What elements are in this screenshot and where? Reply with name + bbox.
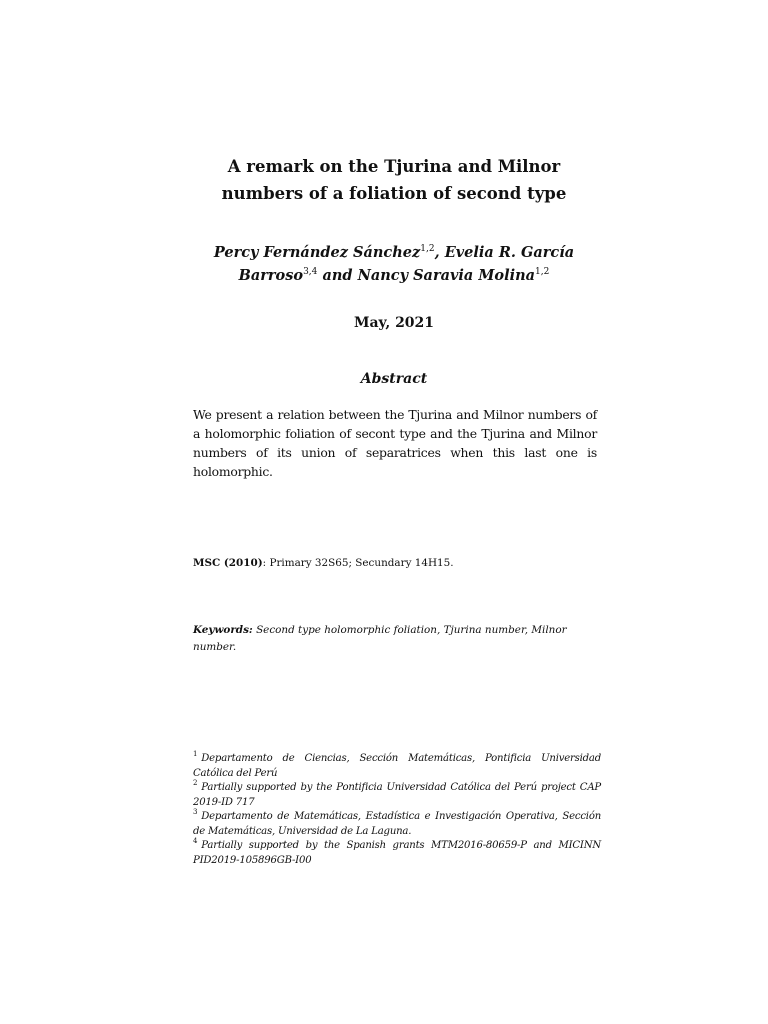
author-name: Evelia R. García <box>444 244 575 261</box>
footnote <box>193 781 601 810</box>
abstract-text: We present a relation between the Tjurina and Milnor numbers of a holomorphic foliation of secont type and the Tjurina and Milnor numbers of its union of separatrices when this last one is holomorphic. <box>193 407 597 479</box>
paper-title <box>150 153 638 207</box>
author-affiliation: 3,4 <box>303 267 318 277</box>
title-line-1: A remark on the Tjurina and Milnor <box>227 157 561 176</box>
keywords-label: Keywords: <box>193 624 253 636</box>
footnote-text: Departamento de Matemáticas, Estadística e Investigación Operativa, Sección de Matemáticas, Universidad de La Laguna. <box>193 811 601 837</box>
paper-date: May, 2021 <box>353 315 435 331</box>
footnote <box>193 839 601 868</box>
author-separator: , <box>434 244 445 261</box>
footnote-mark: 1 <box>193 750 198 758</box>
author-name: Barroso <box>238 267 304 284</box>
msc-classification <box>193 555 597 571</box>
msc-label: MSC (2010) <box>193 557 263 569</box>
title-line-2: numbers of a foliation of second type <box>221 184 567 203</box>
keywords <box>193 622 597 656</box>
footnote-mark: 2 <box>193 779 198 787</box>
footnote <box>193 810 601 839</box>
footnote-mark: 3 <box>193 808 198 816</box>
abstract-heading: Abstract <box>360 371 428 387</box>
footnote-mark: 4 <box>193 837 198 845</box>
author-conjunction: and <box>317 267 358 284</box>
author-name: Percy Fernández Sánchez <box>213 244 421 261</box>
footnote-text: Partially supported by the Spanish grants MTM2016-80659-P and MICINN PID2019-105896GB-I00 <box>193 840 601 866</box>
footnote-text: Departamento de Ciencias, Sección Matemáticas, Pontificia Universidad Católica del Perú <box>193 753 601 779</box>
author-list <box>180 241 608 287</box>
msc-text: : Primary 32S65; Secundary 14H15. <box>262 557 454 569</box>
author-line-2 <box>180 264 608 287</box>
author-affiliation: 1,2 <box>420 244 435 254</box>
footnote <box>193 752 601 781</box>
footnote-text: Partially supported by the Pontificia Universidad Católica del Perú project CAP 2019-ID 717 <box>193 782 601 808</box>
keywords-text: Second type holomorphic foliation, Tjurina number, Milnor number. <box>193 624 567 653</box>
author-affiliation: 1,2 <box>535 267 550 277</box>
author-name: Nancy Saravia Molina <box>357 267 536 284</box>
author-line-1 <box>180 241 608 264</box>
footnotes <box>193 752 601 868</box>
